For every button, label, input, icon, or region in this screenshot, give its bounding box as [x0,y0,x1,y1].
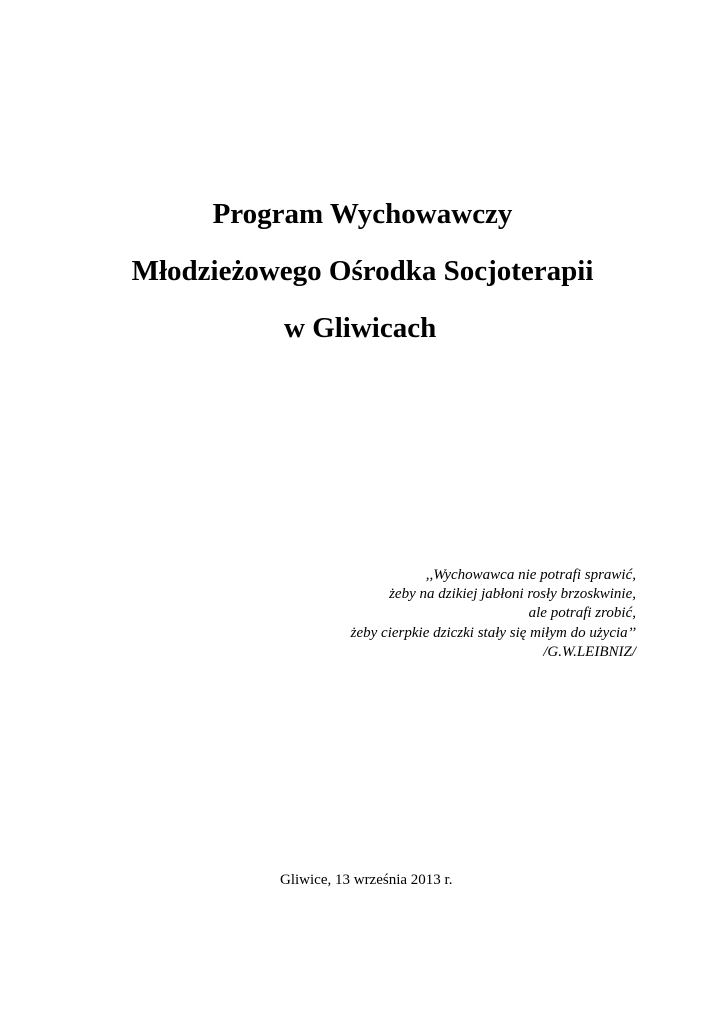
quote-line-4: żeby cierpkie dziczki stały się miłym do użycia’’ [350,624,636,641]
quote-line-2: żeby na dzikiej jabłoni rosły brzoskwinie, [389,586,636,603]
quote-line-3: ale potrafi zrobić, [528,605,636,622]
quote-author: /G.W.LEIBNIZ/ [543,643,636,660]
title-line-1: Program Wychowawczy [212,198,513,230]
place-and-date: Gliwice, 13 września 2013 r. [280,872,453,888]
quote-line-1: ,,Wychowawca nie potrafi sprawić, [425,567,636,583]
title-line-2: Młodzieżowego Ośrodka Socjoterapii [131,255,594,287]
title-line-3: w Gliwicach [284,312,437,344]
epigraph-quote [351,566,636,662]
